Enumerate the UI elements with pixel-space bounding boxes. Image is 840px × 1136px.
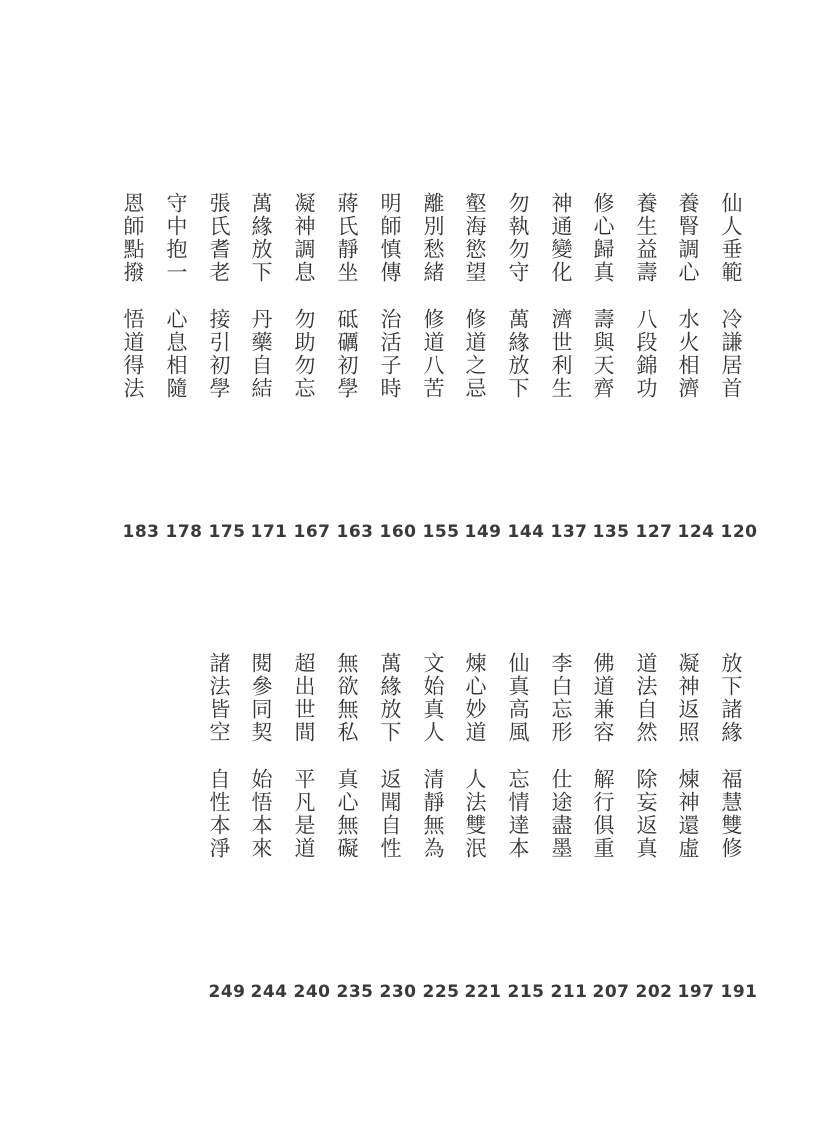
entry-title-line-2: 解行俱重 <box>591 768 615 860</box>
entry-title-line-2: 砥礪初學 <box>335 308 359 400</box>
entry-page-number: 124 <box>677 522 715 542</box>
entry-title-line-2: 萬緣放下 <box>506 308 530 400</box>
entry-page-number: 127 <box>635 522 673 542</box>
entry-title-line-1: 張氏耆老 <box>207 192 231 284</box>
entry-title-line-2: 濟世利生 <box>549 308 573 400</box>
entry-title-line-1: 超出世間 <box>292 652 316 744</box>
entry-title-line-2: 丹藥自結 <box>249 308 273 400</box>
entry-title-line-1: 道法自然 <box>634 652 658 744</box>
entry-title-line-2: 煉神還虛 <box>676 768 700 860</box>
entry-title-line-1: 凝神返照 <box>676 652 700 744</box>
entry-page-number: 175 <box>208 522 246 542</box>
entry-title-line-2: 冷謙居首 <box>719 308 743 400</box>
entry-title-line-1: 蔣氏靜坐 <box>335 192 359 284</box>
entry-title-line-2: 仕途盡墨 <box>549 768 573 860</box>
entry-title-line-2: 平凡是道 <box>292 768 316 860</box>
entry-page-number: 160 <box>379 522 417 542</box>
entry-title-line-2: 除妄返真 <box>634 768 658 860</box>
entry-title-line-2: 清靜無為 <box>421 768 445 860</box>
entry-title-line-1: 文始真人 <box>421 652 445 744</box>
entry-title-line-2: 治活子時 <box>378 308 402 400</box>
entry-title-line-2: 福慧雙修 <box>719 768 743 860</box>
entry-title-line-2: 修道之忌 <box>463 308 487 400</box>
entry-title-line-1: 無欲無私 <box>335 652 359 744</box>
entry-page-number: 249 <box>208 982 246 1002</box>
entry-page-number: 221 <box>464 982 502 1002</box>
entry-title-line-1: 佛道兼容 <box>591 652 615 744</box>
entry-title-line-2: 忘情達本 <box>506 768 530 860</box>
entry-title-line-1: 仙真高風 <box>506 652 530 744</box>
entry-title-line-1: 明師慎傳 <box>378 192 402 284</box>
entry-title-line-2: 八段錦功 <box>634 308 658 400</box>
entry-page-number: 191 <box>720 982 758 1002</box>
entry-page-number: 225 <box>422 982 460 1002</box>
entry-page-number: 167 <box>293 522 331 542</box>
entry-title-line-2: 水火相濟 <box>676 308 700 400</box>
entry-title-line-1: 養腎調心 <box>676 192 700 284</box>
entry-page-number: 163 <box>336 522 374 542</box>
entry-title-line-1: 萬緣放下 <box>249 192 273 284</box>
entry-title-line-2: 自性本淨 <box>207 768 231 860</box>
entry-title-line-2: 接引初學 <box>207 308 231 400</box>
entry-title-line-2: 人法雙泯 <box>463 768 487 860</box>
entry-title-line-1: 神通變化 <box>549 192 573 284</box>
entry-title-line-1: 恩師點撥 <box>121 192 145 284</box>
entry-page-number: 171 <box>250 522 288 542</box>
entry-title-line-1: 放下諸緣 <box>719 652 743 744</box>
entry-title-line-1: 養生益壽 <box>634 192 658 284</box>
entry-page-number: 207 <box>592 982 630 1002</box>
entry-title-line-1: 凝神調息 <box>292 192 316 284</box>
entry-title-line-2: 勿助勿忘 <box>292 308 316 400</box>
entry-title-line-2: 返聞自性 <box>378 768 402 860</box>
entry-title-line-2: 修道八苦 <box>421 308 445 400</box>
entry-page-number: 215 <box>507 982 545 1002</box>
entry-title-line-1: 閱參同契 <box>249 652 273 744</box>
entry-page-number: 120 <box>720 522 758 542</box>
entry-page-number: 183 <box>122 522 160 542</box>
entry-title-line-1: 李白忘形 <box>549 652 573 744</box>
entry-page-number: 135 <box>592 522 630 542</box>
entry-title-line-2: 壽與天齊 <box>591 308 615 400</box>
entry-title-line-2: 始悟本來 <box>249 768 273 860</box>
entry-title-line-1: 煉心妙道 <box>463 652 487 744</box>
entry-title-line-2: 悟道得法 <box>121 308 145 400</box>
entry-page-number: 244 <box>250 982 288 1002</box>
entry-title-line-1: 修心歸真 <box>591 192 615 284</box>
entry-page-number: 235 <box>336 982 374 1002</box>
entry-page-number: 211 <box>550 982 588 1002</box>
entry-page-number: 197 <box>677 982 715 1002</box>
entry-page-number: 202 <box>635 982 673 1002</box>
entry-title-line-2: 真心無礙 <box>335 768 359 860</box>
entry-page-number: 155 <box>422 522 460 542</box>
entry-title-line-1: 勿執勿守 <box>506 192 530 284</box>
entry-title-line-1: 仙人垂範 <box>719 192 743 284</box>
entry-page-number: 149 <box>464 522 502 542</box>
entry-title-line-1: 壑海慾望 <box>463 192 487 284</box>
entry-page-number: 240 <box>293 982 331 1002</box>
entry-page-number: 137 <box>550 522 588 542</box>
entry-title-line-1: 諸法皆空 <box>207 652 231 744</box>
entry-title-line-2: 心息相隨 <box>164 308 188 400</box>
entry-page-number: 144 <box>507 522 545 542</box>
entry-title-line-1: 萬緣放下 <box>378 652 402 744</box>
entry-title-line-1: 離別愁緒 <box>421 192 445 284</box>
entry-page-number: 178 <box>165 522 203 542</box>
entry-title-line-1: 守中抱一 <box>164 192 188 284</box>
entry-page-number: 230 <box>379 982 417 1002</box>
